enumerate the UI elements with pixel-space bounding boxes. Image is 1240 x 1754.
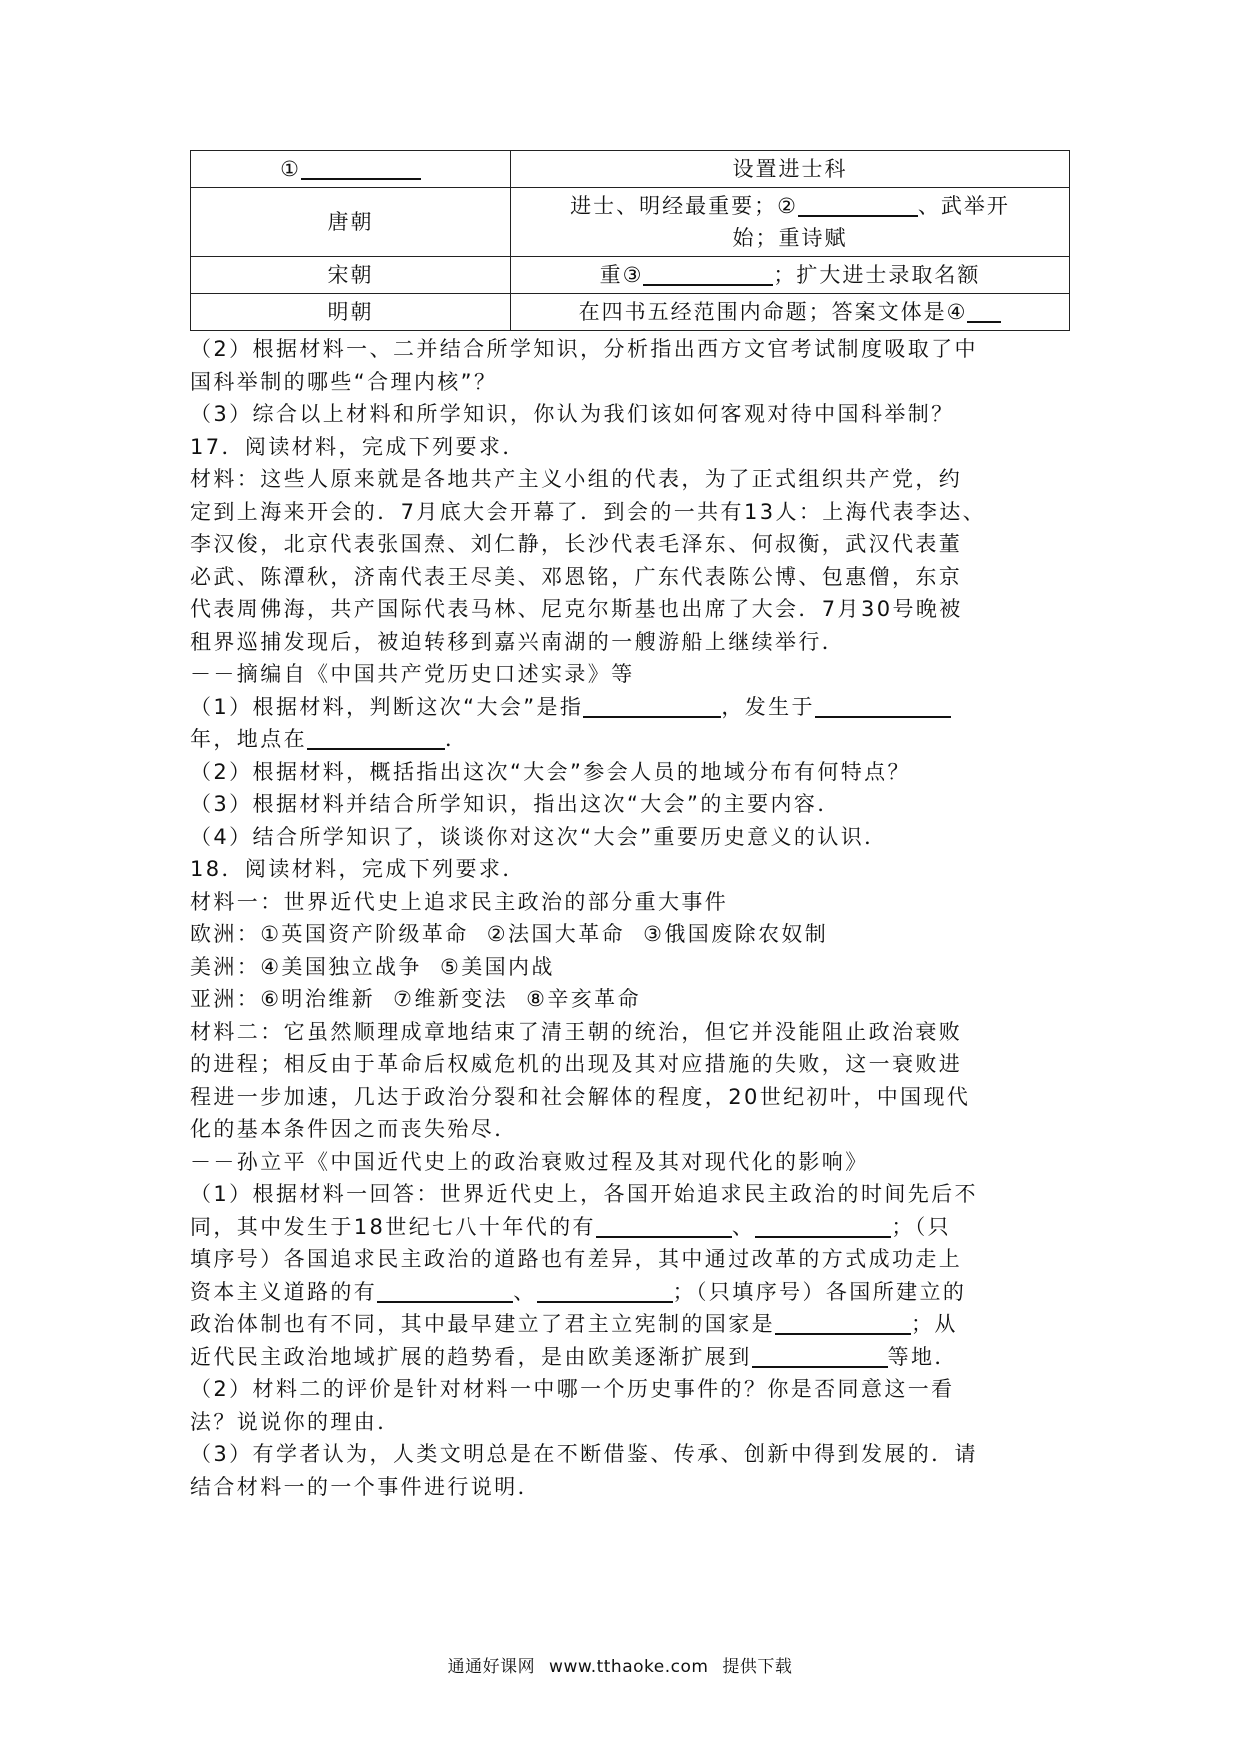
q17-material-line: 定到上海来开会的．7月底大会开幕了．到会的一共有13人：上海代表李达、 [190, 499, 987, 524]
answer-blank[interactable] [301, 154, 421, 180]
q17-material-line: 必武、陈潭秋，济南代表王尽美、邓恩铭，广东代表陈公博、包惠僧，东京 [190, 564, 963, 589]
page-footer [0, 1652, 1240, 1677]
q18-material2-line: 材料二：它虽然顺理成章地结束了清王朝的统治，但它并没能阻止政治衰败 [190, 1019, 963, 1044]
table-row [191, 294, 1070, 331]
table-cell [511, 257, 1070, 294]
q18-part1-text: 同，其中发生于18世纪七八十年代的有 [190, 1214, 596, 1239]
q17-material-line: 材料：这些人原来就是各地共产主义小组的代表，为了正式组织共产党，约 [190, 467, 963, 491]
q18-part1-text: ；从 [911, 1312, 958, 1336]
table-cell: 设置进士科 [511, 151, 1070, 188]
table-cell [191, 151, 511, 188]
table-row [191, 257, 1070, 294]
cell-text: 在四书五经范围内命题；答案文体是④ [578, 300, 968, 324]
footer-site-name: 通通好课网 [447, 1657, 536, 1677]
q17-material-line: 李汉俊，北京代表张国焘、刘仁静，长沙代表毛泽东、何叔衡，武汉代表董 [190, 532, 963, 556]
answer-blank[interactable] [537, 1277, 673, 1303]
cell-text: ；扩大进士录取名额 [773, 263, 981, 287]
q18-part1-text: ；（只 [891, 1214, 952, 1239]
answer-blank[interactable] [815, 692, 951, 718]
table-cell: 宋朝 [191, 257, 511, 294]
q18-part2-line: 法？说说你的理由． [190, 1409, 401, 1434]
answer-blank[interactable] [752, 1342, 888, 1368]
answer-blank[interactable] [643, 260, 773, 286]
q18-material2-line: 的进程；相反由于革命后权威危机的出现及其对应措施的失败，这一衰败进 [190, 1052, 963, 1076]
table-cell: 唐朝 [191, 188, 511, 257]
q17-source: －－摘编自《中国共产党历史口述实录》等 [190, 662, 635, 686]
q17-part1-text: ． [445, 727, 469, 751]
cell-text: 始；重诗赋 [732, 226, 848, 250]
table-cell: 明朝 [191, 294, 511, 331]
q17-part1 [190, 691, 1070, 724]
table-row [191, 151, 1070, 188]
q16-part2-line1: （2）根据材料一、二并结合所学知识，分析指出西方文官考试制度吸取了中 [190, 337, 978, 361]
answer-blank[interactable] [967, 297, 1001, 323]
footer-tail: 提供下载 [722, 1657, 793, 1677]
q18-europe: 欧洲：①英国资产阶级革命 ②法国大革命 ③俄国废除农奴制 [190, 922, 829, 946]
exam-page [190, 150, 1070, 1503]
cell-text: 重③ [599, 263, 644, 287]
q17-material-line: 代表周佛海，共产国际代表马林、尼克尔斯基也出席了大会．7月30号晚被 [190, 597, 963, 621]
q18-part3-line: （3）有学者认为，人类文明总是在不断借鉴、传承、创新中得到发展的．请 [190, 1442, 978, 1466]
table-row [191, 188, 1070, 257]
q18-material2-line: 化的基本条件因之而丧失殆尽． [190, 1117, 518, 1141]
q18-america: 美洲：④美国独立战争 ⑤美国内战 [190, 954, 555, 979]
q17-part4: （4）结合所学知识了，谈谈你对这次“大会”重要历史意义的认识． [190, 824, 888, 849]
table-cell [511, 188, 1070, 257]
q18-part1-text: 近代民主政治地域扩展的趋势看，是由欧美逐渐扩展到 [190, 1344, 752, 1369]
q18-title: 18．阅读材料，完成下列要求． [190, 857, 526, 881]
footer-url[interactable]: www.tthaoke.com [549, 1657, 709, 1677]
q18-material1-title: 材料一：世界近代史上追求民主政治的部分重大事件 [190, 889, 729, 914]
answer-blank[interactable] [596, 1212, 732, 1238]
q18-part1-text: 、 [513, 1279, 537, 1304]
q17-part1-text: ，发生于 [721, 694, 815, 719]
q17-part2: （2）根据材料，概括指出这次“大会”参会人员的地域分布有何特点？ [190, 759, 911, 784]
q18-material2-line: 程进一步加速，几达于政治分裂和社会解体的程度，20世纪初叶，中国现代 [190, 1084, 971, 1109]
q18-asia: 亚洲：⑥明治维新 ⑦维新变法 ⑧辛亥革命 [190, 987, 641, 1011]
answer-blank[interactable] [775, 1309, 911, 1335]
q16-part2-line2: 国科举制的哪些“合理内核”？ [190, 369, 498, 394]
q18-part1-text: 、 [731, 1214, 756, 1239]
q16-part3: （3）综合以上材料和所学知识，你认为我们该如何客观对待中国科举制？ [190, 402, 955, 426]
q18-part1-text: ；（只填序号）各国所建立的 [672, 1279, 967, 1304]
q17-part1-cont [190, 723, 1070, 756]
q17-title: 17．阅读材料，完成下列要求． [190, 434, 526, 459]
table-cell [511, 294, 1070, 331]
question-text [190, 333, 1070, 1503]
q17-part3: （3）根据材料并结合所学知识，指出这次“大会”的主要内容． [190, 792, 841, 816]
q18-part1-line [190, 1341, 1070, 1374]
q18-part3-line: 结合材料一的一个事件进行说明． [190, 1474, 541, 1499]
q18-part1-line [190, 1276, 1070, 1309]
q18-part1-line [190, 1308, 1070, 1341]
cell-text: 进士、明经最重要；② [570, 194, 798, 218]
q18-part1-line [190, 1211, 1070, 1244]
q18-part1-line: （1）根据材料一回答：世界近代史上，各国开始追求民主政治的时间先后不 [190, 1182, 978, 1206]
answer-blank[interactable] [377, 1277, 513, 1303]
q18-source: －－孙立平《中国近代史上的政治衰败过程及其对现代化的影响》 [190, 1149, 869, 1174]
q18-part2-line: （2）材料二的评价是针对材料一中哪一个历史事件的？你是否同意这一看 [190, 1377, 955, 1401]
keju-table [190, 150, 1070, 331]
answer-blank[interactable] [583, 692, 721, 718]
q18-part1-text: 资本主义道路的有 [190, 1279, 378, 1304]
cell-text: 、武举开 [917, 194, 1010, 218]
q17-part1-text: 年，地点在 [190, 727, 307, 751]
q18-part1-line: 填序号）各国追求民主政治的道路也有差异，其中通过改革的方式成功走上 [190, 1247, 963, 1271]
answer-blank[interactable] [798, 191, 918, 217]
q18-part1-text: 政治体制也有不同，其中最早建立了君主立宪制的国家是 [190, 1312, 775, 1336]
cell-text: ① [280, 157, 301, 181]
answer-blank[interactable] [755, 1212, 891, 1238]
q18-part1-text: 等地． [887, 1344, 958, 1369]
answer-blank[interactable] [307, 724, 445, 750]
q17-part1-text: （1）根据材料，判断这次“大会”是指 [190, 694, 584, 719]
q17-material-line: 租界巡捕发现后，被迫转移到嘉兴南湖的一艘游船上继续举行． [190, 629, 846, 654]
